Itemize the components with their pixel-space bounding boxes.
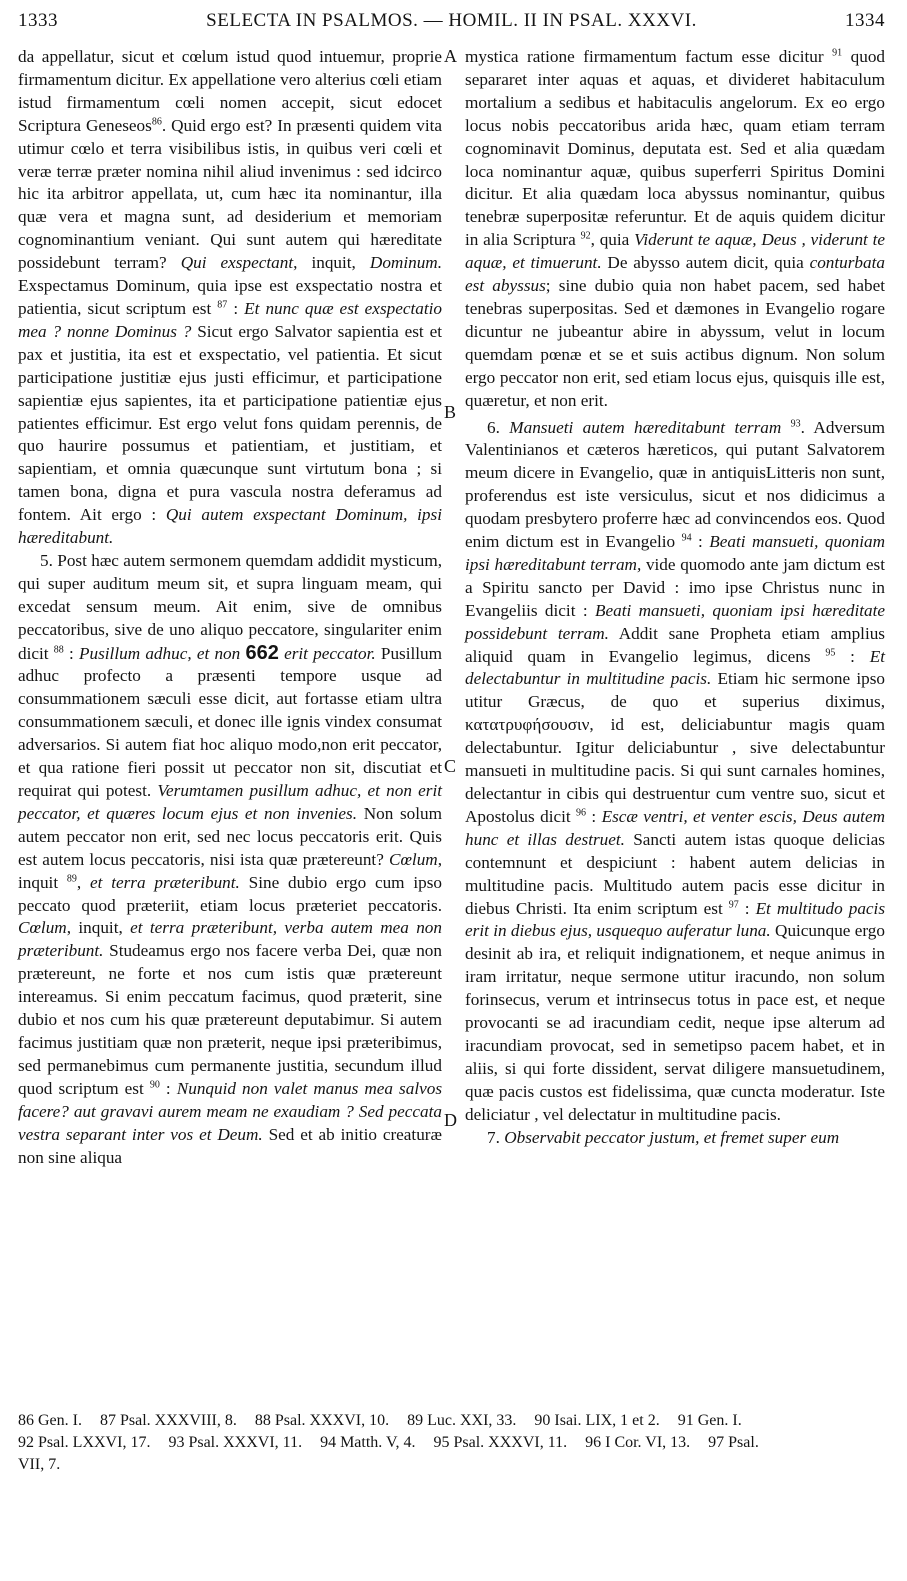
margin-marker-d: D [444, 1110, 457, 1130]
right-page-number: 1334 [845, 10, 885, 31]
margin-marker-a: A [444, 46, 457, 66]
footnote-line [18, 1410, 885, 1432]
footnote: 92 Psal. LXXVI, 17. [18, 1434, 151, 1451]
inline-page-number: 662 [245, 641, 279, 664]
running-title: SELECTA IN PSALMOS. — HOMIL. II IN PSAL. XXXVI. [206, 10, 697, 31]
footnote: 94 Matth. V, 4. [320, 1434, 416, 1451]
left-page-number: 1333 [18, 10, 58, 31]
footnote: 93 Psal. XXXVI, 11. [168, 1434, 303, 1451]
footnote: 87 Psal. XXXVIII, 8. [99, 1412, 237, 1429]
paragraph: 6. Mansueti autem hæreditabunt terram $^{93}$. Adversum Valentinianos et cæteros hæreticos, qui putant Salvatorem meum dicere in Evangelio, quæ in antiquisLitteris non sunt, proferendus est iste versiculus, sicut et nos didicimus a quodam presbytero proferre hæc ad convincendos eos. Quod enim dictum est in Evangelio $^{94}$ : Beati mansueti, quoniam ipsi hæreditabunt terram, vide quomodo ante jam dictum est a Spiritu sancto per David : imo ipse Christus nunc in Evangeliis dicit : Beati mansueti, quoniam ipsi hæreditate possidebunt terram. Addit sane Propheta etiam amplius aliquid quam in Evangelio legimus, dicens $^{95}$ : Et delectabuntur in multitudine pacis. Etiam hic sermone ipso utitur Græcus, de quo et superius diximus, κατατρυφήσουσιν, id est, deliciabuntur magis quam delectabuntur. Igitur deliciabuntur , sive delectabuntur mansueti in multitudine pacis. Si qui sunt carnales homines, delectantur in cibis qui destruentur cum ventre suo, sicut et Apostolus dicit $^{96}$ : Escæ ventri, et venter escis, Deus autem hunc et illas destruet. Sancti autem istas quoque delicias contemnunt et despiciunt : habent autem delicias in multitudine pacis. Multitudo autem pacis esse dicitur in diebus Christi. Ita enim scriptum est $^{97}$ : Et multitudo pacis erit in diebus ejus, usquequo auferatur luna. Quicunque ergo desinit ab ira, et reliquit indignationem, et neque animus in iram irritatur, neque sermone utitur iracundo, non solum forinsecus, verum et intrinsecus totus in pace est, et neque provocanti se ad iracundiam cedit, neque ipse alterum ad iracundiam provocat, sed in semetipso pacem habet, et in aliis, si qui forte dissident, servat diligere mansuetudinem, quæ pacis custos est fidelissima, quæ cuncta moderatur. Iste deliciatur , vel delectatur in multitudine pacis. [465, 417, 886, 1124]
paragraph: 7. Observabit peccator justum, et fremet super eum [487, 1127, 840, 1147]
footnote: VII, 7. [18, 1456, 61, 1473]
right-column [465, 46, 885, 1150]
footnote-line [18, 1454, 885, 1476]
footnote: 96 I Cor. VI, 13. [585, 1434, 691, 1451]
left-column [18, 46, 442, 1169]
paragraph: 5. Post hæc autem sermonem quemdam addidit mysticum, qui super auditum meum sit, et supra linguam meam, qui excedat sensum meum. Ait enim, sive de omnibus peccatoribus, sive de uno aliquo peccatore, singulariter enim dicit $^{88}$ : Pusillum adhuc, et non 662 erit peccator. Pusillum adhuc profecto a præsenti tempore usque ad consummationem sæculi esse dicit, aut fortasse etiam ultra consummationem sæculi, et donec ille ignis vindex consumat adversarios. Si autem fiat hoc aliquo modo,non erit peccator, et qua ratione fieri possit ut peccator non sit, discutiat et requirat qui potest. Verumtamen pusillum adhuc, et non erit peccator, et quæres locum ejus et non invenies. Non solum autem peccator non erit, sed nec locus peccatoris erit. Quis est autem locus peccatoris, nisi ista quæ prætereunt? Cœlum, inquit $^{89}$, et terra præteribunt. Sine dubio ergo cum ipso peccato quod præteriit, etiam locus præteriet peccatoris. Cœlum, inquit, et terra præteribunt, verba autem mea non præteribunt. Studeamus ergo nos facere verba Dei, quæ non prætereunt, ne forte et nos cum istis quæ prætereunt intereamus. Si enim peccatum facimus, quod præterit, sine dubio et nos cum his quæ prætereunt deputabimur. Si autem facimus justitiam quæ non præterit, neque ipsi præteribimus, sed permanebimus cum permanente justitia, secundum illud quod scriptum est $^{90}$ : Nunquid non valet manus mea salvos facere? aut gravavi aurem meam ne exaudiam ? Sed peccata vestra separant inter vos et Deum. Sed et ab initio creaturæ non sine aliqua [18, 550, 443, 1167]
footnotes [18, 1410, 885, 1476]
footnote: 90 Isai. LIX, 1 et 2. [534, 1412, 660, 1429]
footnote: 86 Gen. I. [18, 1412, 82, 1429]
page-header [18, 10, 885, 40]
margin-marker-b: B [444, 402, 457, 422]
margin-marker-c: C [444, 756, 457, 776]
paragraph: mystica ratione firmamentum factum esse dicitur $^{91}$ quod separaret inter aquas et aquas, et divideret habitaculum mortalium a sedibus et habitaculis angelorum. Ex eo ergo locus nobis peccatoribus arida hæc, quam etiam terram cognominavit Dominus, deputata est. Sed et alia quædam loca nominantur aquæ, quibus superferri Spiritus Domini dicitur. Et alia quædam loca abyssus nominantur, quibus tenebræ superpositæ referuntur. Et de aquis quidem dicitur in alia Scriptura $^{92}$, quia Viderunt te aquæ, Deus , viderunt te aquæ, et timuerunt. De abysso autem dicit, quia conturbata est abyssus; sine dubio quia non habet pacem, sed habet tenebras superpositas. Sed et dæmones in Evangelio rogare dicuntur ne jubeantur abire in abyssum, velut in locum quemdam pœnæ et se et suis actibus dignum. Non solum ergo peccator non erit, sed etiam locus ejus, quisquis ille est, quæretur, et non erit. [465, 47, 886, 410]
footnote: 95 Psal. XXXVI, 11. [433, 1434, 568, 1451]
paragraph: da appellatur, sicut et cœlum istud quod intuemur, proprie firmamentum dicitur. Ex appellatione vero alterius cœli etiam istud firmamentum cœli nomen accepit, sicut edocet Scriptura Geneseos$^{86}$. Quid ergo est? In præsenti quidem vita utimur cœlo et terra visibilibus istis, in quibus veri cœli et veræ terræ præter nomina nihil aliud invenimus : sed idcirco hic ita arbitror appellata, ut, cum hæc ita nominantur, illa quæ vera et magna sunt, ad desiderium et memoriam cognominantium veniant. Qui sunt autem qui hæreditate possidebunt terram? Qui exspectant, inquit, Dominum. Exspectamus Dominum, quia ipse est exspectatio nostra et patientia, sicut scriptum est $^{87}$ : Et nunc quæ est exspectatio mea ? nonne Dominus ? Sicut ergo Salvator sapientia est et pax et justitia, ita est et exspectatio, vel patientia. Et sicut participatione justitiæ ejus justi efficimur, et participatione sapientiæ ejus sapientes, ita et participatione patientiæ ejus patientes efficimur. Est ergo velut fons quidam perennis, de quo haurire possumus et patientiam, et justitiam, et sapientiam, et omnia quæcunque sunt virtutum bona ; si tamen bona, digna et pura vascula nostra deferamus ad fontem. Ait ergo : Qui autem exspectant Dominum, ipsi hæreditabunt. [18, 47, 443, 548]
footnote: 97 Psal. [708, 1434, 759, 1451]
footnote: 91 Gen. I. [677, 1412, 742, 1429]
footnote-line [18, 1432, 885, 1454]
footnote: 89 Luc. XXI, 33. [407, 1412, 517, 1429]
footnote: 88 Psal. XXXVI, 10. [254, 1412, 390, 1429]
